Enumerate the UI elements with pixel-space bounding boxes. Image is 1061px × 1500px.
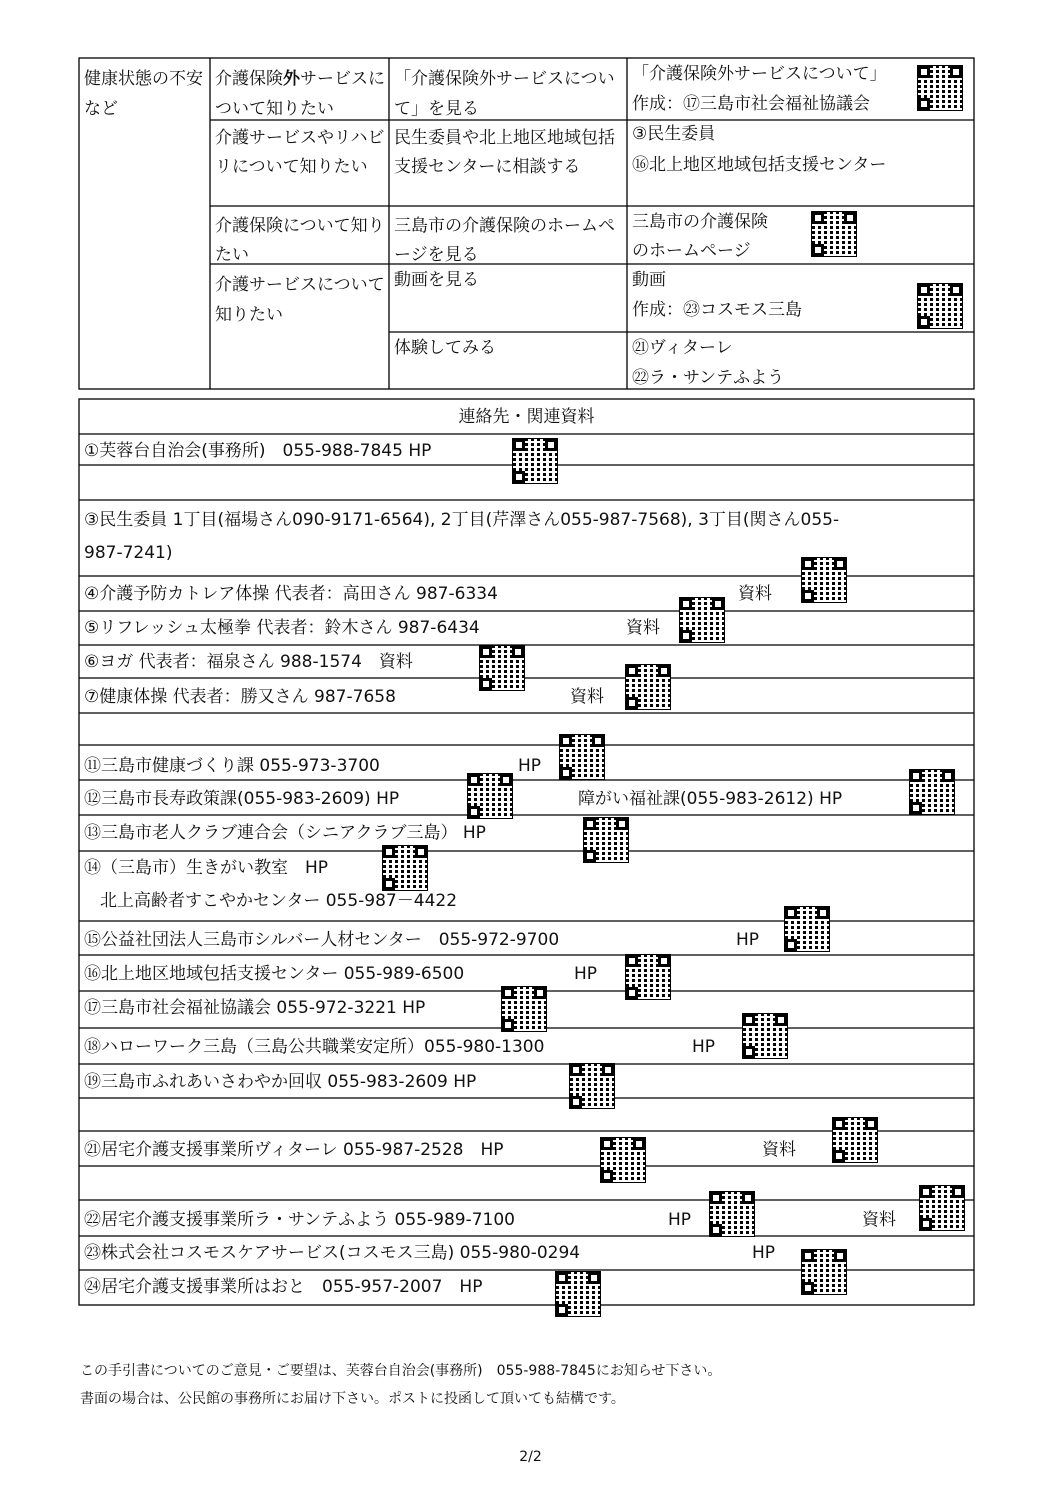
need-text: 介護サービスやリハビリについて知りたい: [215, 128, 385, 177]
action-text: 体験してみる: [394, 338, 496, 358]
qr-code-icon[interactable]: [626, 955, 670, 999]
category-label: 健康状態の不安など: [84, 69, 203, 119]
contact-item: ㉔居宅介護支援事業所はおと 055-957-2007 HP: [84, 1277, 483, 1297]
contact-label: 資料: [762, 1140, 796, 1160]
ref-text: 三島市の介護保険: [632, 212, 768, 232]
ref-text: 「介護保険外サービスについて」: [632, 64, 887, 84]
contact-item: ㉓株式会社コスモスケアサービス(コスモス三島) 055-980-0294: [84, 1243, 581, 1263]
qr-code-icon[interactable]: [556, 1272, 600, 1316]
qr-code-icon[interactable]: [743, 1014, 787, 1058]
qr-code-icon[interactable]: [626, 665, 670, 709]
contact-item: ⑰三島市社会福祉協議会 055-972-3221 HP: [84, 998, 426, 1018]
contacts-header: 連絡先・関連資料: [458, 407, 595, 427]
contact-label: HP: [736, 930, 760, 950]
contact-item: ⑪三島市健康づくり課 055-973-3700: [84, 756, 380, 776]
contact-label: 資料: [738, 584, 772, 604]
qr-code-icon[interactable]: [710, 1192, 754, 1236]
contact-item: ④介護予防カトレア体操 代表者：高田さん 987-6334: [84, 584, 498, 604]
qr-code-icon[interactable]: [785, 907, 829, 951]
action-text: 「介護保険外サービスについて」を見る: [394, 69, 615, 119]
contact-item: ⑮公益社団法人三島市シルバー人材センター 055-972-9700: [84, 930, 560, 950]
need-text: 介護保険外サービスについて知りたい: [215, 69, 385, 119]
ref-text: ③民生委員: [632, 124, 716, 144]
contact-label: 資料: [626, 618, 660, 638]
contact-item: ⑭（三島市）生きがい教室 HP: [84, 858, 329, 878]
contact-item: 987-7241): [84, 543, 173, 563]
ref-text: のホームページ: [632, 241, 751, 261]
ref-text: 作成：⑰三島市社会福祉協議会: [632, 94, 870, 114]
ref-text: ⑯北上地区地域包括支援センター: [632, 155, 887, 175]
contact-item: ①芙蓉台自治会(事務所) 055-988-7845 HP: [84, 441, 432, 461]
qr-code-icon[interactable]: [480, 646, 524, 690]
qr-code-icon[interactable]: [918, 66, 962, 110]
qr-code-icon[interactable]: [513, 439, 557, 483]
qr-code-icon[interactable]: [833, 1118, 877, 1162]
need-text: 介護保険について知りたい: [215, 216, 385, 265]
contact-label: HP: [518, 756, 542, 776]
qr-code-icon[interactable]: [918, 284, 962, 328]
qr-code-icon[interactable]: [601, 1138, 645, 1182]
need-text: 介護サービスについて知りたい: [215, 275, 385, 325]
contact-label: 資料: [862, 1210, 896, 1230]
contact-item: ⑲三島市ふれあいさわやか回収 055-983-2609 HP: [84, 1072, 477, 1092]
contact-label: HP: [752, 1243, 776, 1263]
ref-text: ㉑ヴィターレ: [632, 338, 733, 358]
page-number: 2/2: [519, 1449, 542, 1465]
contact-item: ⑱ハローワーク三島（三島公共職業安定所）055-980-1300: [84, 1037, 545, 1057]
qr-code-icon[interactable]: [570, 1064, 614, 1108]
ref-text: 作成：㉓コスモス三島: [632, 300, 802, 320]
qr-code-icon[interactable]: [468, 774, 512, 818]
contact-item: ⑬三島市老人クラブ連合会（シニアクラブ三島） HP: [84, 823, 486, 843]
contact-item: ③民生委員 1丁目(福場さん090-9171-6564), 2丁目(芹澤さん055-987-7568), 3丁目(関さん055-: [84, 510, 840, 530]
qr-code-icon[interactable]: [920, 1186, 964, 1230]
qr-code-icon[interactable]: [812, 212, 856, 256]
action-text: 民生委員や北上地区地域包括支援センターに相談する: [394, 128, 615, 177]
contact-label: 資料: [570, 687, 604, 707]
contact-label: HP: [668, 1210, 692, 1230]
qr-code-icon[interactable]: [383, 846, 427, 890]
action-text: 動画を見る: [394, 270, 479, 290]
action-text: 三島市の介護保険のホームページを見る: [394, 216, 615, 265]
contact-item: ㉑居宅介護支援事業所ヴィターレ 055-987-2528 HP: [84, 1140, 504, 1160]
contact-label: HP: [574, 964, 598, 984]
contact-item: ⑦健康体操 代表者：勝又さん 987-7658: [84, 687, 396, 707]
contact-item: ⑫三島市長寿政策課(055-983-2609) HP: [84, 789, 400, 809]
ref-text: ㉒ラ・サンテふよう: [632, 368, 785, 388]
qr-code-icon[interactable]: [802, 1250, 846, 1294]
contact-label: HP: [692, 1037, 716, 1057]
contact-item: ㉒居宅介護支援事業所ラ・サンテふよう 055-989-7100: [84, 1210, 515, 1230]
qr-code-icon[interactable]: [680, 598, 724, 642]
contact-item: 北上高齢者すこやかセンター 055-987－4422: [100, 891, 458, 911]
contact-item: ⑤リフレッシュ太極拳 代表者：鈴木さん 987-6434: [84, 618, 480, 638]
qr-code-icon[interactable]: [910, 770, 954, 814]
footer-note: この手引書についてのご意見・ご要望は、芙蓉台自治会(事務所) 055-988-7845にお知らせ下さい。: [80, 1363, 722, 1379]
contact-item: ⑥ヨガ 代表者：福泉さん 988-1574 資料: [84, 652, 413, 672]
qr-code-icon[interactable]: [802, 558, 846, 602]
qr-code-icon[interactable]: [584, 818, 628, 862]
qr-code-icon[interactable]: [502, 987, 546, 1031]
contact-label: 障がい福祉課(055-983-2612) HP: [578, 789, 843, 809]
qr-code-icon[interactable]: [560, 735, 604, 779]
contact-item: ⑯北上地区地域包括支援センター 055-989-6500: [84, 964, 465, 984]
footer-note: 書面の場合は、公民館の事務所にお届け下さい。ポストに投函して頂いても結構です。: [80, 1391, 625, 1407]
ref-text: 動画: [632, 270, 666, 290]
